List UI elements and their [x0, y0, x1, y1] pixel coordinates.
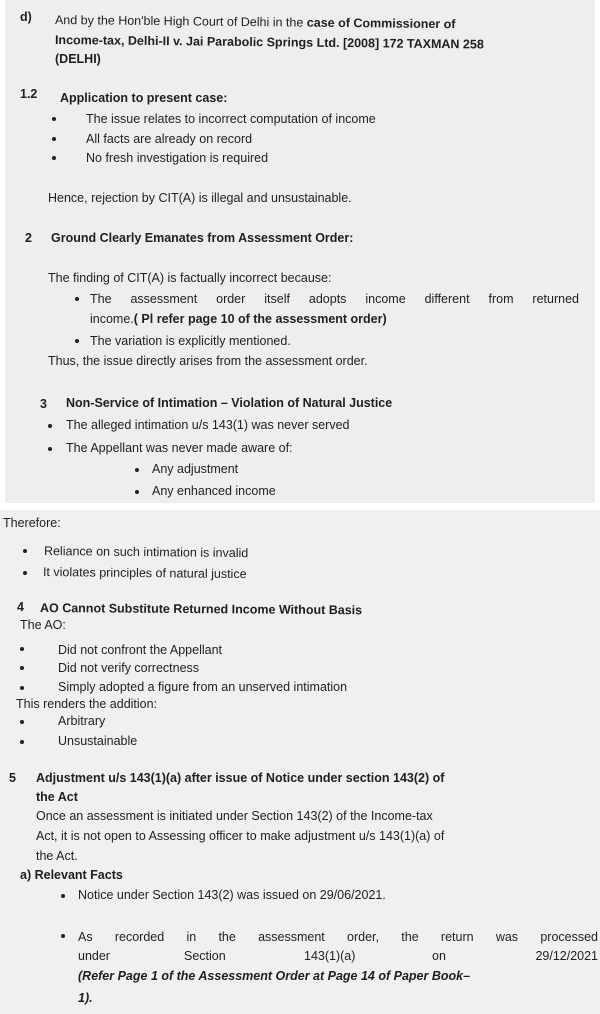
bullet-icon [52, 156, 56, 160]
bullet-icon [20, 740, 24, 744]
citation-line-3: (DELHI) [55, 52, 101, 66]
sub-bullet-icon [135, 490, 139, 494]
bullet-icon [52, 117, 56, 121]
paragraph-line: Once an assessment is initiated under Section 143(2) of the Income-tax [36, 809, 433, 823]
section-title-4: AO Cannot Substitute Returned Income Without Basis [39, 601, 363, 618]
section-title-1-2: Application to present case: [60, 91, 228, 105]
bullet-text: Unsustainable [58, 734, 138, 748]
bullet-text: The assessment order itself adopts income different from returned [90, 292, 579, 306]
bullet-icon [48, 424, 52, 428]
reference-note-line-2: 1). [78, 991, 93, 1005]
bullet-icon [61, 894, 65, 898]
bullet-icon [20, 686, 24, 690]
bullet-text-continued: income.( Pl refer page 10 of the assessment order) [90, 312, 387, 326]
bullet-text: It violates principles of natural justice [42, 565, 247, 582]
bullet-text: Did not verify correctness [58, 661, 200, 675]
bullet-text: Did not confront the Appellant [58, 643, 223, 657]
paragraph-line: the Act. [36, 849, 78, 863]
bullet-text: The Appellant was never made aware of: [66, 441, 293, 455]
section-number-1-2: 1.2 [20, 87, 38, 101]
bullet-text: No fresh investigation is required [86, 151, 269, 165]
bullet-text: Arbitrary [58, 714, 106, 728]
section-number-3: 3 [40, 397, 47, 411]
bullet-icon [20, 720, 24, 724]
section-number-5: 5 [9, 771, 16, 785]
sub-bullet-text: Any adjustment [152, 462, 239, 476]
bullet-text: The issue relates to incorrect computation of income [86, 112, 376, 126]
item-label-d: d) [20, 10, 32, 24]
bullet-icon [23, 549, 27, 553]
section-intro-text: The finding of CIT(A) is factually incorrect because: [48, 271, 332, 285]
section-title-2: Ground Clearly Emanates from Assessment Order: [51, 231, 354, 245]
bullet-text: The alleged intimation u/s 143(1) was never served [66, 418, 350, 432]
section-title-3: Non-Service of Intimation – Violation of Natural Justice [66, 396, 393, 410]
section-summary-text: Thus, the issue directly arises from the assessment order. [48, 354, 368, 368]
bullet-icon [75, 297, 79, 301]
section-title-5-line-1: Adjustment u/s 143(1)(a) after issue of Notice under section 143(2) of [36, 771, 445, 785]
sub-bullet-icon [135, 468, 139, 472]
renders-label: This renders the addition: [16, 697, 158, 711]
bullet-icon [23, 571, 27, 575]
bullet-text: The variation is explicitly mentioned. [90, 334, 291, 348]
bullet-text: Simply adopted a figure from an unserved intimation [58, 680, 348, 694]
section-title-5-line-2: the Act [36, 790, 78, 804]
conclusion-text: Hence, rejection by CIT(A) is illegal and unsustainable. [48, 191, 352, 205]
bullet-text: Reliance on such intimation is invalid [43, 544, 249, 561]
section-number-2: 2 [25, 231, 32, 245]
section-number-4: 4 [17, 600, 24, 614]
bullet-icon [20, 647, 24, 651]
bullet-text: Notice under Section 143(2) was issued on 29/06/2021. [78, 888, 386, 902]
sub-bullet-text: Any enhanced income [152, 484, 276, 498]
ao-label: The AO: [20, 618, 66, 632]
citation-line-2: Income-tax, Delhi-II v. Jai Parabolic Springs Ltd. [2008] 172 TAXMAN 258 [54, 33, 484, 52]
paragraph-line: Act, it is not open to Assessing officer to make adjustment u/s 143(1)(a) of [36, 829, 445, 843]
bullet-icon [52, 137, 56, 141]
bullet-icon [75, 339, 79, 343]
reference-note-line-1: (Refer Page 1 of the Assessment Order at Page 14 of Paper Book– [78, 969, 471, 983]
bullet-icon [20, 666, 24, 670]
subsection-title-a: a) Relevant Facts [20, 868, 123, 882]
bullet-text: As recorded in the assessment order, the return was processed [78, 930, 598, 944]
citation-line-1: And by the Hon'ble High Court of Delhi in the case of Commissioner of [54, 13, 456, 32]
bullet-icon [61, 934, 65, 938]
bullet-text: All facts are already on record [86, 132, 253, 146]
therefore-heading: Therefore: [3, 516, 61, 530]
bullet-icon [48, 447, 52, 451]
